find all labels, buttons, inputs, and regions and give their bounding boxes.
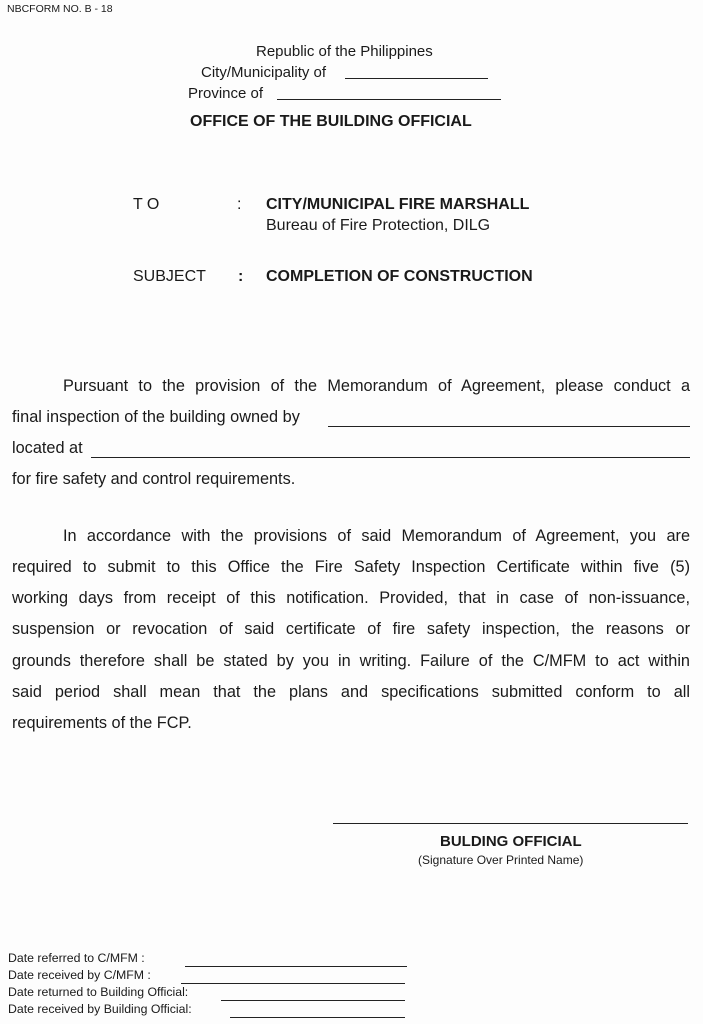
office-title: OFFICE OF THE BUILDING OFFICIAL	[190, 113, 472, 130]
para1-line1: Pursuant to the provision of the Memorandum of Agreement, please conduct a	[63, 377, 690, 395]
para2-line: In accordance with the provisions of said Memorandum of Agreement, you are	[63, 527, 690, 545]
date-received-bo-label: Date received by Building Official:	[8, 1002, 192, 1016]
location-label: located at	[12, 439, 83, 457]
to-agency: Bureau of Fire Protection, DILG	[266, 217, 491, 234]
city-label: City/Municipality of	[201, 64, 327, 81]
city-field[interactable]	[345, 78, 488, 79]
signature-line[interactable]	[333, 823, 688, 824]
to-colon: :	[237, 196, 242, 213]
subject-value: COMPLETION OF CONSTRUCTION	[266, 268, 533, 285]
signature-caption: (Signature Over Printed Name)	[418, 853, 584, 867]
owner-field[interactable]	[328, 426, 690, 427]
form-number: NBCFORM NO. B - 18	[7, 3, 113, 15]
to-label: T O	[133, 196, 160, 213]
province-label: Province of	[188, 85, 264, 102]
to-recipient: CITY/MUNICIPAL FIRE MARSHALL	[266, 196, 530, 213]
date-received-cmfm-label: Date received by C/MFM :	[8, 968, 151, 982]
para2-line: requirements of the FCP.	[12, 714, 192, 732]
province-field[interactable]	[277, 99, 501, 100]
date-returned-label: Date returned to Building Official:	[8, 985, 189, 999]
para2-line: grounds therefore shall be stated by you in writing. Failure of the C/MFM to act within	[12, 652, 690, 670]
subject-label: SUBJECT	[133, 268, 206, 285]
date-referred-field[interactable]	[185, 966, 407, 967]
date-referred-label: Date referred to C/MFM :	[8, 951, 145, 965]
para2-line: said period shall mean that the plans and specifications submitted conform to all	[12, 683, 690, 701]
location-field[interactable]	[91, 457, 690, 458]
republic-heading: Republic of the Philippines	[256, 43, 433, 60]
date-received-cmfm-field[interactable]	[181, 983, 405, 984]
para2-line: working days from receipt of this notification. Provided, that in case of non-issuance,	[12, 589, 690, 607]
para2-line: suspension or revocation of said certificate of fire safety inspection, the reasons or	[12, 620, 690, 638]
signature-title: BULDING OFFICIAL	[440, 833, 582, 850]
para1-line4: for fire safety and control requirements.	[12, 470, 296, 488]
date-received-bo-field[interactable]	[230, 1017, 405, 1018]
owner-label: final inspection of the building owned by	[12, 408, 300, 426]
subject-colon: :	[238, 268, 244, 285]
date-returned-field[interactable]	[221, 1000, 405, 1001]
para2-line: required to submit to this Office the Fire Safety Inspection Certificate within five (5)	[12, 558, 690, 576]
